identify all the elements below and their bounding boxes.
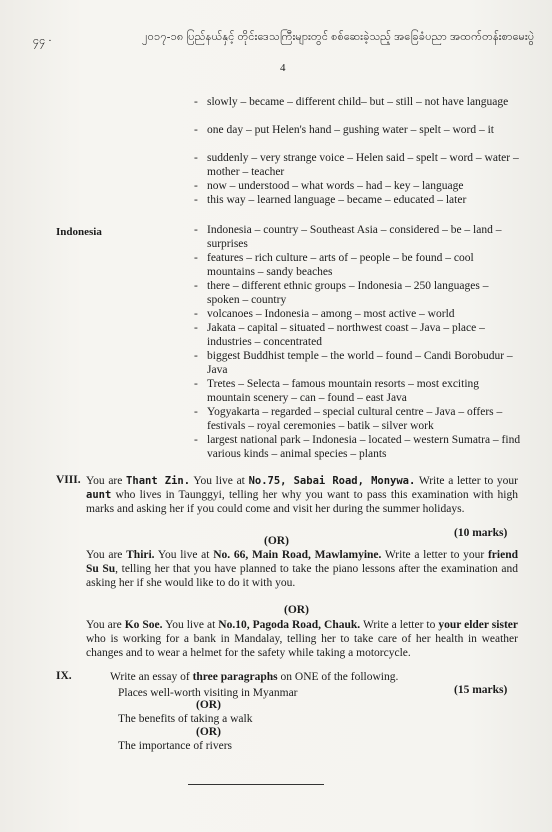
page-number: 4 xyxy=(280,62,286,74)
essay-topic: Places well-worth visiting in Myanmar xyxy=(118,687,298,699)
question-ix-instruction: Write an essay of three paragraphs on ONE of the following. xyxy=(110,671,399,683)
list-item: - Jakata – capital – situated – northwest coast – Java – place – industries – concentrated xyxy=(194,322,485,348)
essay-topic: The importance of rivers xyxy=(118,740,232,752)
list-item: - features – rich culture – arts of – people – be found – cool mountains – sandy beaches xyxy=(194,252,474,278)
list-item: - one day – put Helen's hand – gushing water – spelt – word – it xyxy=(194,124,494,136)
list-item: - largest national park – Indonesia – located – western Sumatra – find various kinds – animal species – plants xyxy=(194,434,521,460)
question-viii-option-3: You are Ko Soe. You live at No.10, Pagoda Road, Chauk. Write a letter to your elder sister who is working for a bank in Mandalay, telling her to take care of her health in weather changes and to wear a helmet for the safety while taking a motorcycle. xyxy=(86,619,518,659)
header-title: ၂၀၁၇-၁၈ ပြည်နယ်နှင့် တိုင်းဒေသကြီးများတွင် စစ်ဆေးခဲ့သည့် အခြေခံပညာ အထက်တန်းစာမေးပွဲ xyxy=(142,31,535,43)
topic-label-indonesia: Indonesia xyxy=(56,226,102,238)
question-viii-option-2: You are Thiri. You live at No. 66, Main Road, Mawlamyine. Write a letter to your friend Su Su, telling her that you have planned to take the piano lessons after the examination and asking her if she would like to do it with you. xyxy=(86,549,518,589)
question-number-viii: VIII. xyxy=(56,474,81,486)
question-ix-marks: (15 marks) xyxy=(454,684,508,696)
list-item: - Indonesia – country – Southeast Asia – considered – be – land – surprises xyxy=(194,224,502,250)
list-item: - slowly – became – different child– but – still – not have language xyxy=(194,96,509,108)
question-viii-option-1: You are Thant Zin. You live at No.75, Sabai Road, Monywa. Write a letter to your aunt who lives in Taunggyi, telling her why you want to pass this examination with high marks and asking her if you could come and visit her during the summer holidays. xyxy=(86,475,518,515)
list-item: - this way – learned language – became – educated – later xyxy=(194,194,467,206)
or-separator: (OR) xyxy=(196,699,221,711)
or-separator: (OR) xyxy=(284,604,309,616)
list-item: - there – different ethnic groups – Indonesia – 250 languages – spoken – country xyxy=(194,280,489,306)
end-rule xyxy=(188,784,324,785)
question-number-ix: IX. xyxy=(56,670,72,682)
list-item: - Tretes – Selecta – famous mountain resorts – most exciting mountain scenery – can – found – east Java xyxy=(194,378,480,404)
list-item: - volcanoes – Indonesia – among – most active – world xyxy=(194,308,455,320)
list-item: - biggest Buddhist temple – the world – found – Candi Borobudur –Java xyxy=(194,350,513,376)
list-item: - Yogyakarta – regarded – special cultural centre – Java – offers – festivals – royal ceremonies – batik – silver work xyxy=(194,406,503,432)
question-viii-marks: (10 marks) xyxy=(454,527,508,539)
list-item: - suddenly – very strange voice – Helen said – spelt – word – water – mother – teacher xyxy=(194,152,519,178)
essay-topic: The benefits of taking a walk xyxy=(118,713,253,725)
list-item: - now – understood – what words – had – key – language xyxy=(194,180,464,192)
or-separator: (OR) xyxy=(264,535,289,547)
or-separator: (OR) xyxy=(196,726,221,738)
header-page-number: ၄၄ · xyxy=(33,35,52,47)
